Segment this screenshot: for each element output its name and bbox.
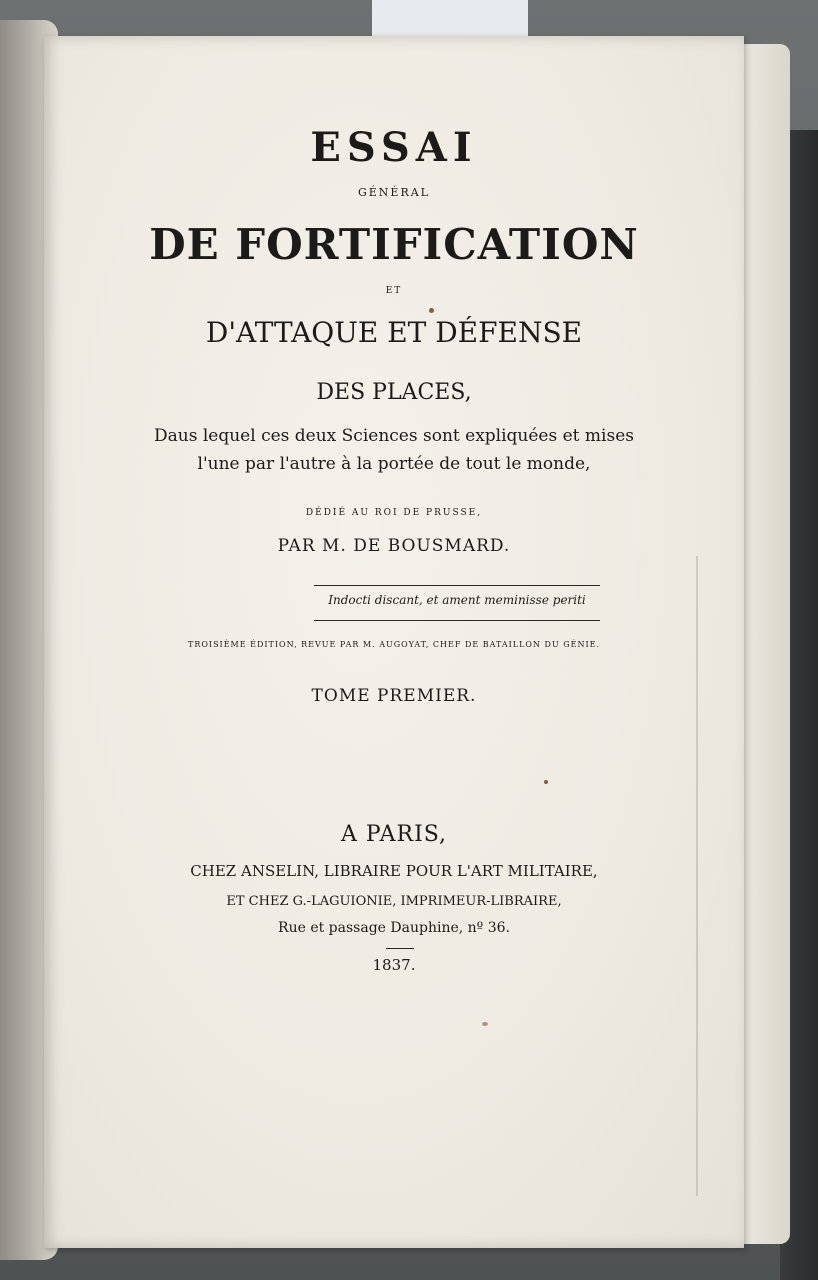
author: PAR M. DE BOUSMARD. bbox=[277, 536, 511, 556]
description-line-2: l'une par l'autre à la portée de tout le monde, bbox=[197, 454, 591, 474]
title-attaque-defense: D'ATTAQUE ET DÉFENSE bbox=[205, 316, 583, 349]
title-page bbox=[44, 36, 744, 1248]
publisher-line-1: CHEZ ANSELIN, LIBRAIRE POUR L'ART MILITAIRE, bbox=[190, 862, 598, 880]
title-general: GÉNÉRAL bbox=[357, 186, 430, 199]
paper-label-strip bbox=[372, 0, 528, 38]
publisher-line-2: ET CHEZ G.-LAGUIONIE, IMPRIMEUR-LIBRAIRE, bbox=[226, 894, 562, 909]
divider-rule bbox=[386, 948, 414, 949]
edition-note: TROISIÈME ÉDITION, REVUE PAR M. AUGOYAT, CHEF DE BATAILLON DU GÉNIE. bbox=[187, 640, 600, 649]
foxing-spot bbox=[544, 780, 548, 784]
publication-year: 1837. bbox=[372, 956, 416, 974]
title-essai: ESSAI bbox=[310, 124, 478, 171]
dedication: DÉDIÉ AU ROI DE PRUSSE, bbox=[305, 508, 483, 518]
volume-label: TOME PREMIER. bbox=[311, 686, 477, 706]
title-fortification: DE FORTIFICATION bbox=[149, 220, 639, 269]
foxing-spot bbox=[429, 308, 434, 313]
publication-place: A PARIS, bbox=[340, 822, 448, 847]
epigraph: Indocti discant, et ament meminisse periti bbox=[328, 593, 586, 607]
epigraph-box bbox=[314, 585, 600, 621]
page-fold-mark bbox=[696, 556, 698, 1196]
foxing-spot bbox=[482, 1022, 488, 1026]
publisher-address: Rue et passage Dauphine, nº 36. bbox=[278, 920, 510, 936]
title-des-places: DES PLACES, bbox=[316, 380, 472, 405]
title-conjunction: ET bbox=[385, 286, 403, 296]
description-line-1: Daus lequel ces deux Sciences sont expliquées et mises bbox=[154, 426, 634, 446]
